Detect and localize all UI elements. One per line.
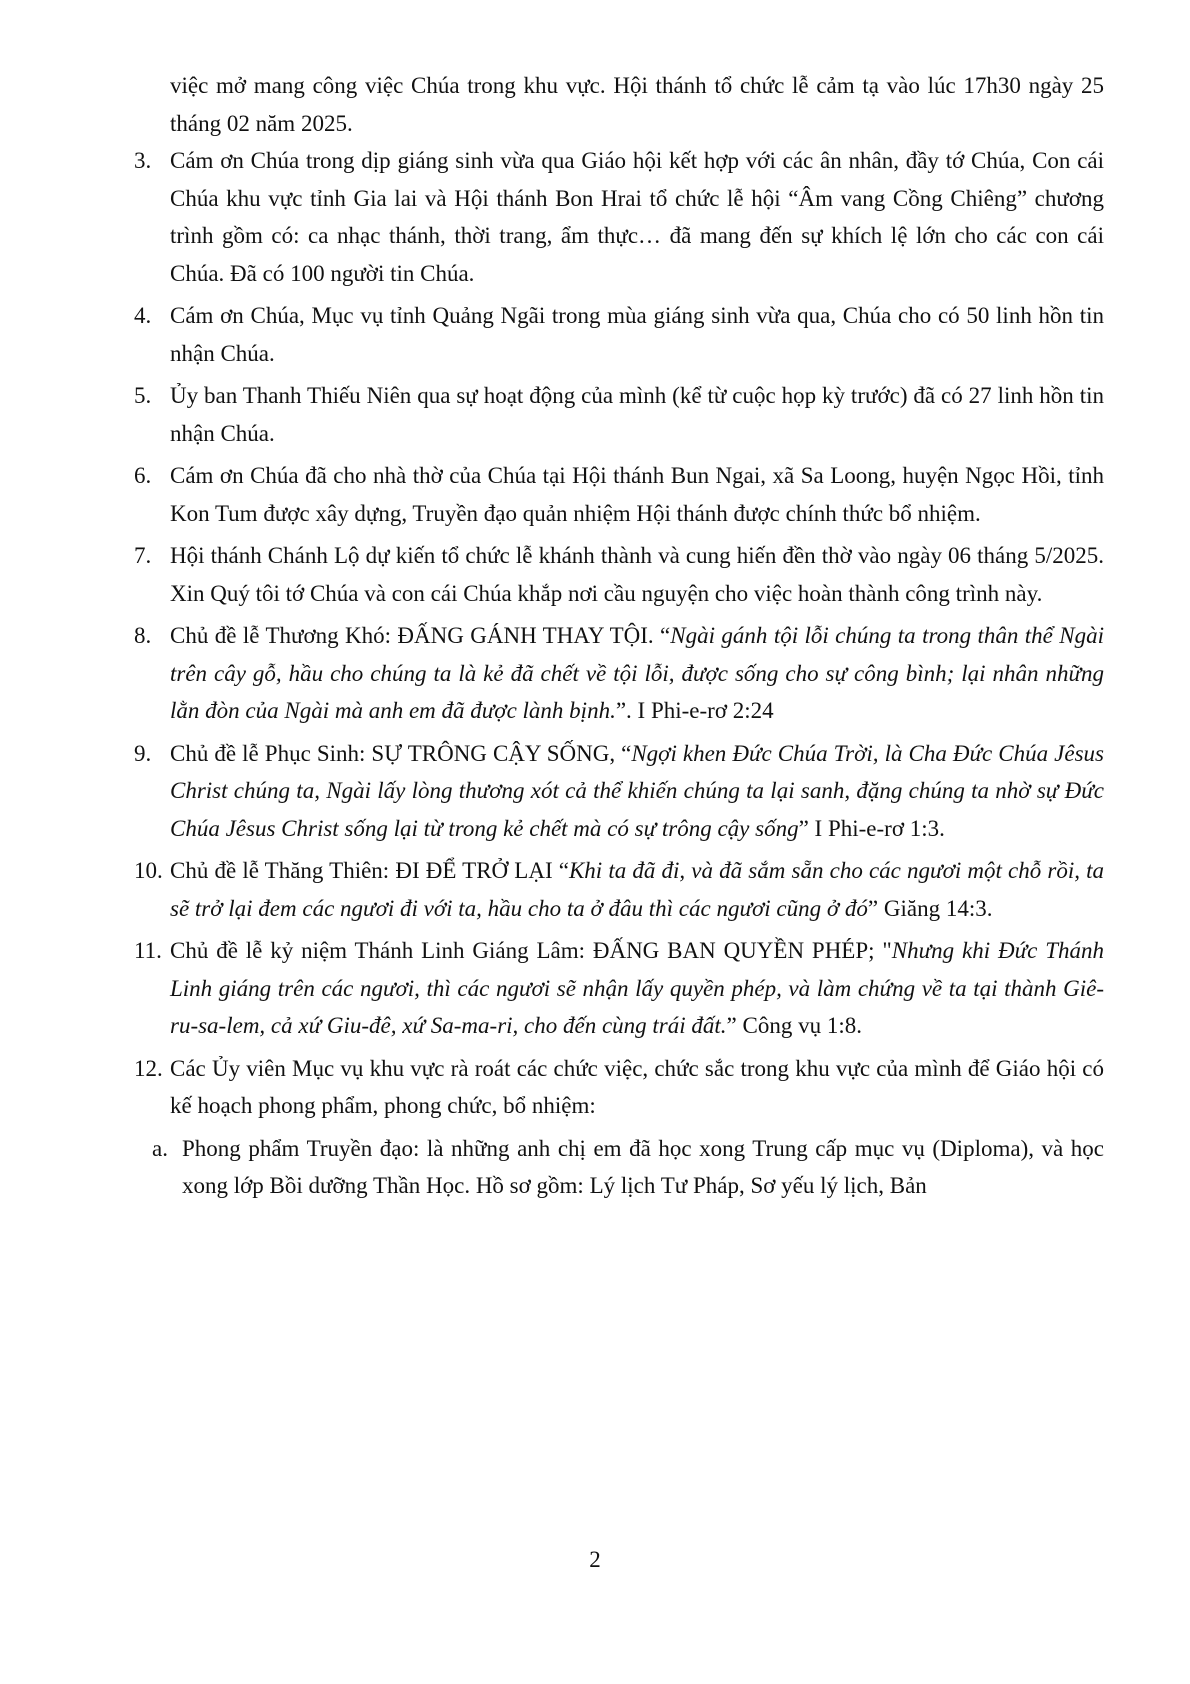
list-item-11	[134, 932, 1104, 1045]
list-text: Cám ơn Chúa đã cho nhà thờ của Chúa tại Hội thánh Bun Ngai, xã Sa Loong, huyện Ngọc Hồi, tỉnh Kon Tum được xây dựng, Truyền đạo quản nhiệm Hội thánh được chính thức bổ nhiệm.	[170, 463, 1104, 526]
scripture-quote: Ngài gánh tội lỗi chúng ta trong thân thể Ngài trên cây gỗ, hầu cho chúng ta là kẻ đã chết về tội lỗi, được sống cho sự công bình; lại nhân những lằn đòn của Ngài mà anh em đã được lành bịnh.	[170, 623, 1104, 723]
scripture-quote: Ngợi khen Đức Chúa Trời, là Cha Đức Chúa Jêsus Christ chúng ta, Ngài lấy lòng thương xót cả thể khiến chúng ta lại sanh, đặng chúng ta nhờ sự Đức Chúa Jêsus Christ sống lại từ trong kẻ chết mà có sự trông cậy sống	[170, 740, 1104, 841]
list-number: 8.	[134, 623, 152, 648]
list-text: Hội thánh Chánh Lộ dự kiến tổ chức lễ khánh thành và cung hiến đền thờ vào ngày 06 tháng 5/2025. Xin Quý tôi tớ Chúa và con cái Chúa khắp nơi cầu nguyện cho việc hoàn thành công trình này.	[170, 543, 1104, 606]
list-lead: Chủ đề lễ Phục Sinh: SỰ TRÔNG CẬY SỐNG, “	[170, 740, 632, 766]
sub-item-a	[134, 1130, 1104, 1205]
intro-paragraph: việc mở mang công việc Chúa trong khu vực. Hội thánh tổ chức lễ cảm tạ vào lúc 17h30 ngày 25 tháng 02 năm 2025.	[170, 73, 1104, 136]
list-item-3	[134, 142, 1104, 292]
sub-item-letter: a.	[152, 1135, 168, 1161]
scripture-reference: ” Công vụ 1:8.	[726, 1013, 862, 1038]
list-number: 7.	[134, 543, 152, 568]
list-text: Cám ơn Chúa, Mục vụ tỉnh Quảng Ngãi trong mùa giáng sinh vừa qua, Chúa cho có 50 linh hồn tin nhận Chúa.	[170, 303, 1104, 366]
sub-item-text: Phong phẩm Truyền đạo: là những anh chị em đã học xong Trung cấp mục vụ (Diploma), và học xong lớp Bồi dưỡng Thần Học. Hồ sơ gồm: Lý lịch Tư Pháp, Sơ yếu lý lịch, Bản	[182, 1135, 1104, 1198]
list-number: 3.	[134, 148, 152, 173]
scripture-quote: Nhưng khi Đức Thánh Linh giáng trên các ngươi, thì các ngươi sẽ nhận lấy quyền phép, và làm chứng về ta tại thành Giê-ru-sa-lem, cả xứ Giu-đê, xứ Sa-ma-ri, cho đến cùng trái đất.	[170, 938, 1104, 1038]
list-number: 10.	[134, 858, 163, 883]
scripture-quote: Khi ta đã đi, và đã sắm sẵn cho các ngươi một chỗ rồi, ta sẽ trở lại đem các ngươi đi với ta, hầu cho ta ở đâu thì các ngươi cũng ở đó	[170, 858, 1104, 921]
list-lead: Chủ đề lễ kỷ niệm Thánh Linh Giáng Lâm: ĐẤNG BAN QUYỀN PHÉP; "	[170, 938, 892, 963]
list-lead: Chủ đề lễ Thăng Thiên: ĐI ĐỂ TRỞ LẠI “	[170, 858, 569, 883]
document-body	[134, 67, 1104, 1210]
scripture-reference: ” I Phi-e-rơ 1:3.	[798, 815, 945, 841]
list-item-6	[134, 457, 1104, 532]
page-number: 2	[589, 1547, 601, 1572]
list-item-9	[134, 735, 1104, 848]
list-number: 4.	[134, 303, 152, 328]
list-number: 5.	[134, 383, 152, 408]
list-text: Các Ủy viên Mục vụ khu vực rà roát các chức việc, chức sắc trong khu vực của mình để Giáo hội có kế hoạch phong phẩm, phong chức, bổ nhiệm:	[170, 1055, 1104, 1118]
list-item-4	[134, 297, 1104, 372]
list-number: 11.	[134, 938, 162, 963]
list-text: Ủy ban Thanh Thiếu Niên qua sự hoạt động của mình (kể từ cuộc họp kỳ trước) đã có 27 linh hồn tin nhận Chúa.	[170, 383, 1104, 446]
list-text: Cám ơn Chúa trong dịp giáng sinh vừa qua Giáo hội kết hợp với các ân nhân, đầy tớ Chúa, Con cái Chúa khu vực tỉnh Gia lai và Hội thánh Bon Hrai tổ chức lễ hội “Âm vang Cồng Chiêng” chương trình gồm có: ca nhạc thánh, thời trang, ẩm thực… đã mang đến sự khích lệ lớn cho các con cái Chúa. Đã có 100 người tin Chúa.	[170, 148, 1104, 286]
list-number: 6.	[134, 463, 152, 488]
list-lead: Chủ đề lễ Thương Khó: ĐẤNG GÁNH THAY TỘI. “	[170, 623, 671, 648]
list-item-7	[134, 537, 1104, 612]
list-number: 12.	[134, 1055, 163, 1081]
list-item-10	[134, 852, 1104, 927]
list-item-12	[134, 1050, 1104, 1125]
list-item-5	[134, 377, 1104, 452]
scripture-reference: ” Giăng 14:3.	[867, 895, 993, 921]
scripture-reference: ”. I Phi-e-rơ 2:24	[615, 698, 774, 723]
list-number: 9.	[134, 740, 152, 766]
list-item-8	[134, 617, 1104, 730]
